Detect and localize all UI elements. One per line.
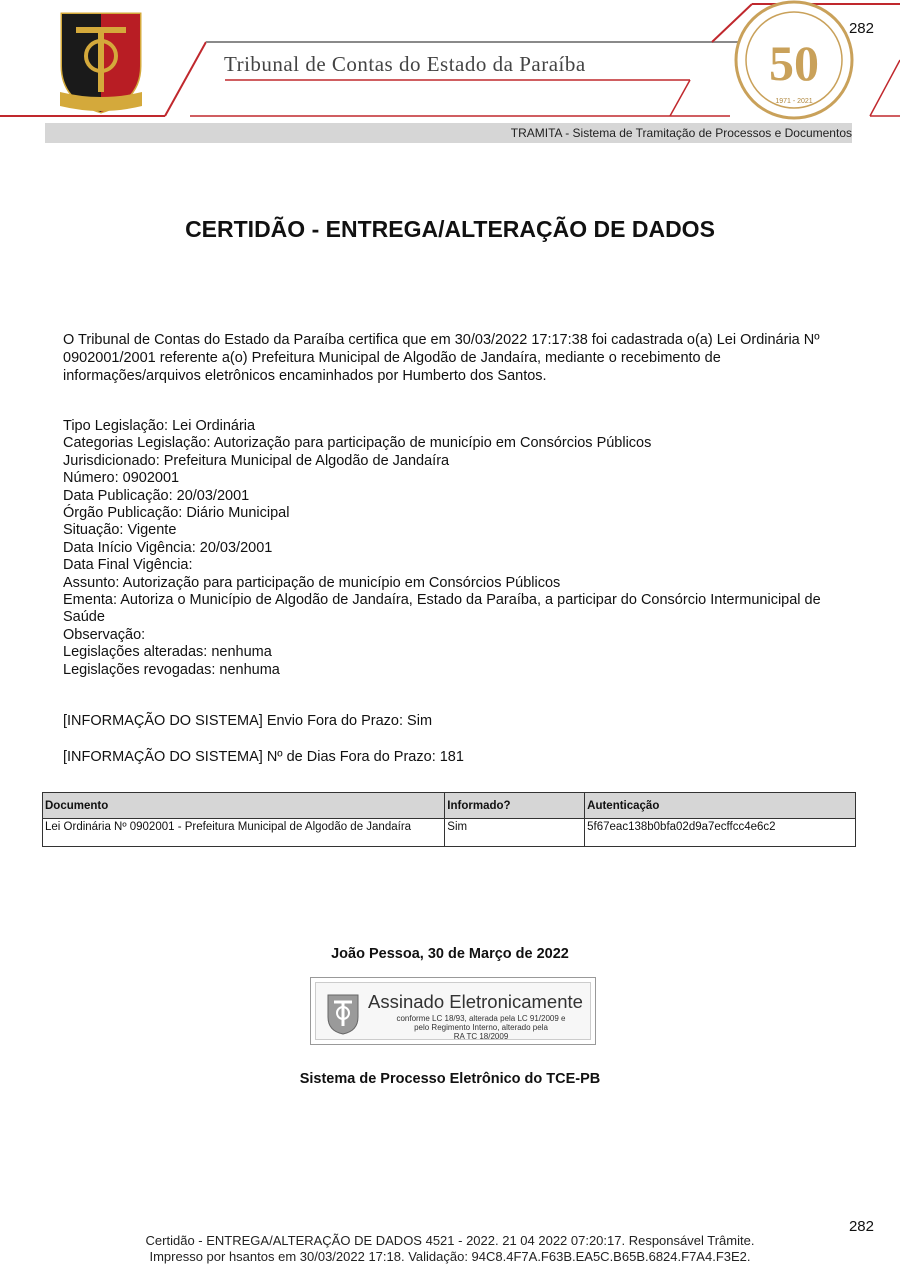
field-data-final: Data Final Vigência: — [63, 557, 193, 574]
field-data-inicio: Data Início Vigência: 20/03/2001 — [63, 539, 273, 556]
footer-line-1: Certidão - ENTREGA/ALTERAÇÃO DE DADOS 4521 - 2022. 21 04 2022 07:20:17. Responsável Trâmite. — [145, 1233, 755, 1248]
field-observacao: Observação: — [63, 626, 146, 643]
table-header-row — [43, 793, 856, 819]
documents-table — [42, 792, 856, 847]
system-bar-label: TRAMITA - Sistema de Tramitação de Processos e Documentos — [510, 126, 852, 140]
page-number-top: 282 — [848, 20, 874, 37]
field-alteradas: Legislações alteradas: nenhuma — [63, 644, 272, 661]
table-row — [43, 819, 856, 847]
svg-text:1971 - 2021: 1971 - 2021 — [775, 98, 813, 105]
legislation-fields — [63, 418, 843, 679]
system-bar — [45, 123, 852, 143]
system-info-late: [INFORMAÇÃO DO SISTEMA] Envio Fora do Prazo: Sim — [63, 713, 433, 729]
field-situacao: Situação: Vigente — [63, 522, 177, 539]
system-name: Sistema de Processo Eletrônico do TCE-PB — [299, 1071, 601, 1087]
place-date: João Pessoa, 30 de Março de 2022 — [331, 946, 569, 962]
field-orgao-publicacao: Órgão Publicação: Diário Municipal — [63, 505, 290, 522]
stamp-legal-text: conforme LC 18/93, alterada pela LC 91/2009 e pelo Regimento Interno, alterado pela RA TC 18/2009 — [396, 1014, 566, 1041]
document-title: CERTIDÃO - ENTREGA/ALTERAÇÃO DE DADOS — [185, 216, 715, 242]
tce-pb-shield-icon — [60, 14, 142, 112]
field-tipo: Tipo Legislação: Lei Ordinária — [63, 418, 256, 434]
column-header-documento: Documento — [43, 793, 445, 819]
footer-line-2: Impresso por hsantos em 30/03/2022 17:18. Validação: 94C8.4F7A.F63B.EA5C.B65B.6824.F7A4.F3E2. — [149, 1249, 751, 1264]
svg-text:50: 50 — [769, 35, 819, 91]
org-title: Tribunal de Contas do Estado da Paraíba — [224, 52, 586, 76]
cell-autenticacao: 5f67eac138b0bfa02d9a7ecffcc4e6c2 — [585, 819, 856, 847]
tce-emblem-icon — [326, 993, 360, 1035]
cell-documento: Lei Ordinária Nº 0902001 - Prefeitura Municipal de Algodão de Jandaíra — [43, 819, 445, 847]
page-number-bottom: 282 — [848, 1218, 874, 1235]
field-data-publicacao: Data Publicação: 20/03/2001 — [63, 487, 250, 504]
column-header-autenticacao: Autenticação — [585, 793, 856, 819]
field-numero: Número: 0902001 — [63, 470, 180, 487]
column-header-informado: Informado? — [445, 793, 585, 819]
footer — [0, 1233, 900, 1265]
field-categorias: Categorias Legislação: Autorização para participação de município em Consórcios Públicos — [63, 435, 652, 452]
field-revogadas: Legislações revogadas: nenhuma — [63, 661, 280, 678]
intro-paragraph: O Tribunal de Contas do Estado da Paraíba certifica que em 30/03/2022 17:17:38 foi cadastrada o(a) Lei Ordinária Nº 0902001/2001 referente a(o) Prefeitura Municipal de Algodão de Jandaíra, mediante o recebimento de informações/arquivos eletrônicos encaminhados por Humberto dos Santos. — [63, 332, 820, 384]
field-assunto: Assunto: Autorização para participação de município em Consórcios Públicos — [63, 574, 561, 591]
stamp-title: Assinado Eletronicamente — [368, 991, 583, 1012]
anniversary-seal-icon — [736, 2, 852, 118]
system-info-days-late: [INFORMAÇÃO DO SISTEMA] Nº de Dias Fora do Prazo: 181 — [63, 749, 464, 765]
electronic-signature-stamp — [310, 977, 596, 1045]
field-ementa: Ementa: Autoriza o Município de Algodão de Jandaíra, Estado da Paraíba, a participar do Consórcio Intermunicipal de Saúde — [63, 592, 821, 626]
cell-informado: Sim — [445, 819, 585, 847]
field-jurisdicionado: Jurisdicionado: Prefeitura Municipal de Algodão de Jandaíra — [63, 452, 450, 469]
